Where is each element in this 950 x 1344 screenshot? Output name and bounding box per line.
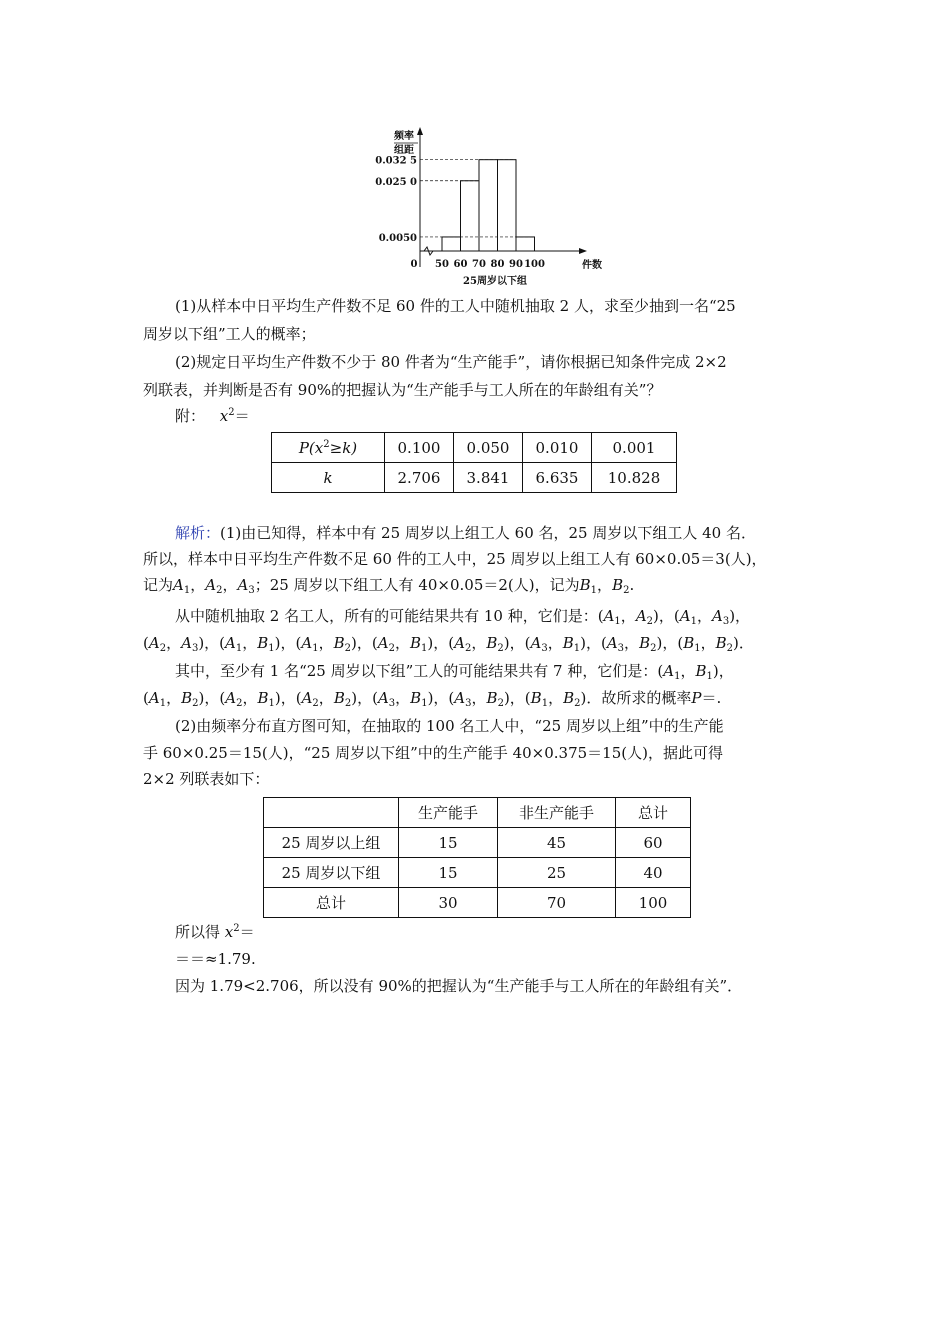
text: 记为 — [143, 576, 174, 594]
table-cell: 30 — [399, 888, 498, 918]
histogram-bar — [498, 160, 517, 251]
table-cell: 45 — [498, 828, 616, 858]
table-row — [264, 798, 691, 828]
table-cell: 6.635 — [523, 463, 592, 493]
x-tick-label: 60 — [453, 259, 468, 270]
table-cell: 10.828 — [592, 463, 677, 493]
text: ．故所求的概率 — [586, 689, 692, 707]
table-cell: 生产能手 — [399, 798, 498, 828]
chi-symbol: x — [219, 407, 229, 425]
critical-value-table — [271, 432, 677, 493]
solution-line-8: (2)由频率分布直方图可知，在抽取的 100 名工人中，“25 周岁以上组”中的生产能 — [175, 717, 724, 735]
table-cell — [272, 463, 385, 493]
histogram-bar — [479, 160, 498, 251]
table-cell: 总计 — [264, 888, 399, 918]
chi-power: 2 — [228, 407, 235, 418]
table-cell: 25 周岁以上组 — [264, 828, 399, 858]
table-row — [272, 463, 677, 493]
result-line-1: 所以得 $x^2=$ — [175, 923, 255, 941]
table-cell: 15 — [399, 858, 498, 888]
x-tick-label: 50 — [435, 259, 449, 270]
table-cell: 0.050 — [454, 433, 523, 463]
table-row — [264, 888, 691, 918]
table-cell: 40 — [616, 858, 691, 888]
table-cell: 总计 — [616, 798, 691, 828]
y-axis-arrow — [417, 127, 423, 135]
histogram-bar — [442, 237, 461, 251]
solution-line-1 — [143, 521, 855, 545]
table-cell: 0.010 — [523, 433, 592, 463]
x-axis-label: 件数 — [582, 260, 602, 271]
histogram-chart — [375, 125, 620, 290]
p-label: P( — [298, 438, 315, 457]
table-cell: 15 — [399, 828, 498, 858]
result-line-2: ＝＝≈1.79. — [175, 950, 256, 968]
solution-line-9: 手 60×0.25＝15(人)，“25 周岁以下组”中的生产能手 40×0.375＝15(人)，据此可得 — [143, 744, 723, 762]
x-axis-arrow — [579, 248, 587, 254]
solution-label: 解析： — [175, 524, 221, 542]
k-label: k — [323, 468, 333, 487]
x-tick-label: 100 — [524, 259, 545, 270]
table-cell — [264, 798, 399, 828]
table-row — [264, 828, 691, 858]
table-cell: $P(x^2\ge k)$ — [272, 433, 385, 463]
solution-line-7: ($A_1$，$B_2$)，($A_2$，$B_1$)，($A_2$，$B_2$)，($A_3$，$B_1$)，($A_3$，$B_2$)，($B_1$，$B_2$)．故所求的概率P＝. — [143, 689, 722, 709]
question-2-line-1: (2)规定日平均生产件数不少于 80 件者为“生产能手”，请你根据已知条件完成 2×2 — [175, 353, 727, 371]
table-cell: 0.100 — [385, 433, 454, 463]
table-cell: 100 — [616, 888, 691, 918]
histogram-bar — [461, 181, 480, 251]
table-cell: 25 周岁以下组 — [264, 858, 399, 888]
y-tick-label: 0.025 0 — [375, 176, 417, 188]
p-symbol: P — [691, 689, 702, 707]
y-label-bottom: 组距 — [394, 145, 414, 156]
conclusion-line: 因为 1.79<2.706，所以没有 90%的把握认为“生产能手与工人所在的年龄组有关”． — [175, 977, 743, 995]
appendix-label: 附： — [175, 407, 206, 425]
table-cell: 非生产能手 — [498, 798, 616, 828]
table-cell: 60 — [616, 828, 691, 858]
question-2-line-2: 列联表，并判断是否有 90%的把握认为“生产能手与工人所在的年龄组有关”？ — [143, 381, 662, 399]
solution-line-2: 所以，样本中日平均生产件数不足 60 件的工人中，25 周岁以上组工人有 60×0.05＝3(人)， — [143, 550, 767, 568]
x-tick-label: 90 — [509, 259, 523, 270]
p-label-post: ≥k) — [329, 438, 358, 457]
origin-label: 0 — [410, 259, 418, 270]
solution-line-10: 2×2 列联表如下： — [143, 770, 270, 788]
solution-text: (1)由已知得，样本中有 25 周岁以上组工人 60 名，25 周岁以下组工人 40 名． — [220, 524, 756, 542]
y-label-top: 频率 — [394, 131, 414, 142]
text: ；25 周岁以下组工人有 40×0.05＝2(人)，记为 — [254, 576, 580, 594]
table-cell: 3.841 — [454, 463, 523, 493]
chart-title: 25周岁以下组 — [463, 276, 527, 287]
table-cell: 0.001 — [592, 433, 677, 463]
x-tick-label: 70 — [472, 259, 486, 270]
solution-line-5: ($A_2$，$A_3$)，($A_1$，$B_1$)，($A_1$，$B_2$)，($A_2$，$B_1$)，($A_2$，$B_2$)，($A_3$，$B_1$)，($A_3$，$B_2$)，($B_1$，$B_2$)． — [143, 634, 754, 654]
table-row — [272, 433, 677, 463]
p-label-x: x — [314, 438, 324, 457]
solution-line-3: 记为$A_1$，$A_2$，$A_3$；25 周岁以下组工人有 40×0.05＝2(人)，记为$B_1$，$B_2$. — [143, 576, 635, 596]
y-tick-label: 0.032 5 — [375, 155, 417, 167]
contingency-table — [263, 797, 691, 918]
question-1-line-1: (1)从样本中日平均生产件数不足 60 件的工人中随机抽取 2 人，求至少抽到一名“25 — [175, 297, 736, 315]
table-cell: 70 — [498, 888, 616, 918]
x-tick-label: 80 — [490, 259, 505, 270]
text: 所以得 — [175, 923, 221, 941]
solution-line-4: 从中随机抽取 2 名工人，所有的可能结果共有 10 种，它们是：($A_1$，$A_2$)，($A_1$，$A_3$)， — [175, 607, 751, 627]
table-row — [264, 858, 691, 888]
question-1-line-2: 周岁以下组”工人的概率； — [143, 325, 316, 343]
text: 从中随机抽取 2 名工人，所有的可能结果共有 10 种，它们是： — [175, 607, 598, 625]
y-tick-label: 0.0050 — [378, 232, 417, 244]
histogram-bar — [516, 237, 535, 251]
appendix-line — [143, 404, 855, 428]
table-cell: 25 — [498, 858, 616, 888]
chi-equals: ＝ — [234, 407, 250, 425]
table-cell: 2.706 — [385, 463, 454, 493]
solution-line-6: 其中，至少有 1 名“25 周岁以下组”工人的可能结果共有 7 种，它们是：($A_1$，$B_1$)， — [175, 662, 734, 682]
text: 其中，至少有 1 名“25 周岁以下组”工人的可能结果共有 7 种，它们是： — [175, 662, 658, 680]
